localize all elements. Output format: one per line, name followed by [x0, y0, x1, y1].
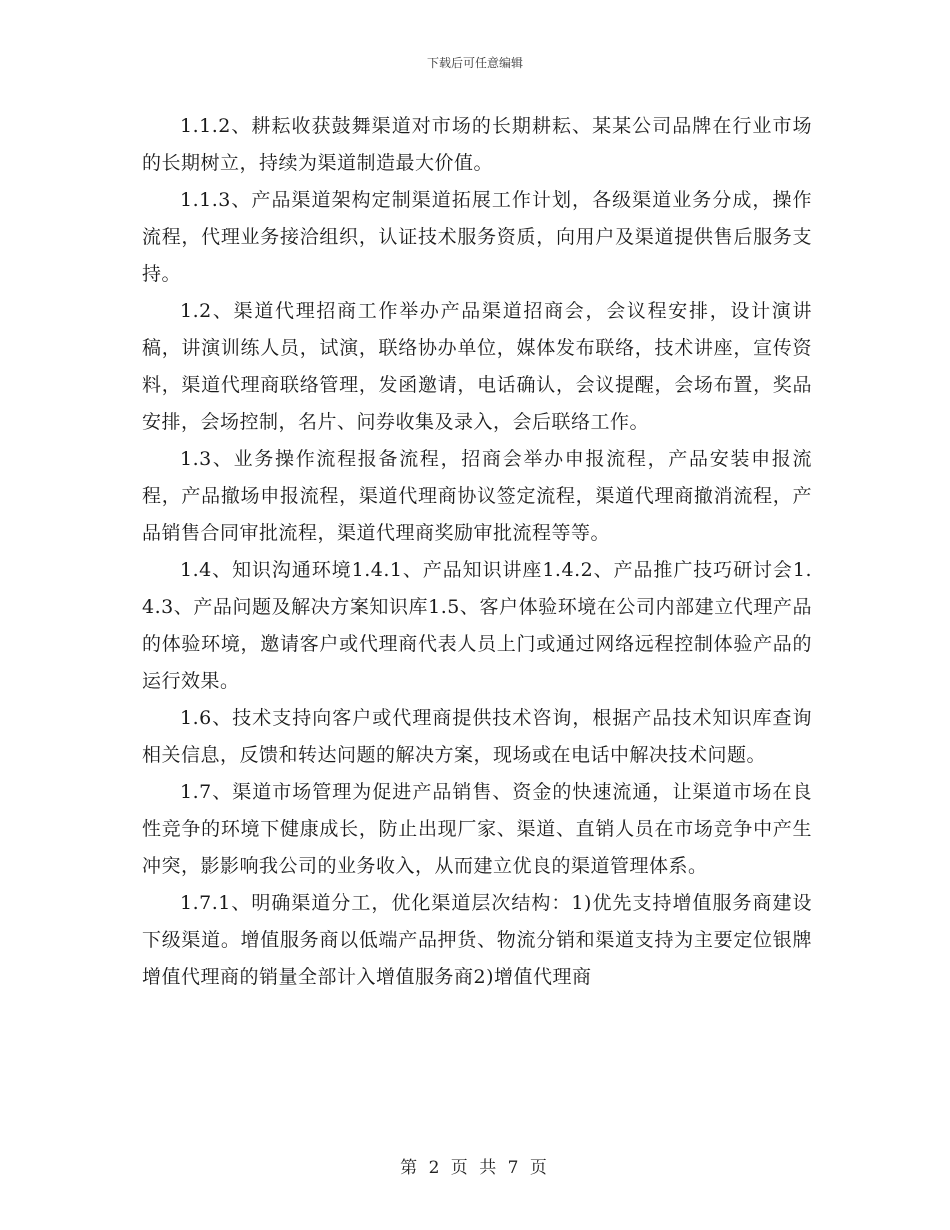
paragraph-1-7-1: 1.7.1、明确渠道分工，优化渠道层次结构：1)优先支持增值服务商建设下级渠道。增值服务商以低端产品押货、物流分销和渠道支持为主要定位银牌增值代理商的销量全部计入增值服务商2)增值代理商: [142, 892, 812, 988]
paragraph-1-7: 1.7、渠道市场管理为促进产品销售、资金的快速流通，让渠道市场在良性竞争的环境下健康成长，防止出现厂家、渠道、直销人员在市场竞争中产生冲突，影影响我公司的业务收入，从而建立优良的渠道管理体系。: [142, 781, 812, 877]
page-number-footer: 第 2 页 共 7 页: [400, 1158, 550, 1178]
paragraph-1-1-2: 1.1.2、耕耘收获鼓舞渠道对市场的长期耕耘、某某公司品牌在行业市场的长期树立，持续为渠道制造最大价值。: [142, 115, 812, 174]
document-body: [142, 108, 812, 996]
paragraph-1-4: 1.4、知识沟通环境1.4.1、产品知识讲座1.4.2、产品推广技巧研讨会1.4.3、产品问题及解决方案知识库1.5、客户体验环境在公司内部建立代理产品的体验环境，邀请客户或代理商代表人员上门或通过网络远程控制体验产品的运行效果。: [142, 559, 812, 692]
paragraph-1-1-3: 1.1.3、产品渠道架构定制渠道拓展工作计划，各级渠道业务分成，操作流程，代理业务接洽组织，认证技术服务资质，向用户及渠道提供售后服务支持。: [142, 189, 812, 285]
paragraph-1-3: 1.3、业务操作流程报备流程，招商会举办申报流程，产品安装申报流程，产品撤场申报流程，渠道代理商协议签定流程，渠道代理商撤消流程，产品销售合同审批流程，渠道代理商奖励审批流程等等。: [142, 448, 812, 544]
paragraph-1-6: 1.6、技术支持向客户或代理商提供技术咨询，根据产品技术知识库查询相关信息，反馈和转达问题的解决方案，现场或在电话中解决技术问题。: [142, 707, 812, 766]
paragraph-1-2: 1.2、渠道代理招商工作举办产品渠道招商会，会议程安排，设计演讲 稿，讲演训练人员，试演，联络协办单位，媒体发布联络，技术讲座，宣传资料，渠道代理商联络管理，发函邀请，电话确认，会议提醒，会场布置，奖品安排，会场控制，名片、问券收集及录入，会后联络工作。: [142, 300, 812, 433]
page-header: 下载后可任意编辑: [426, 56, 523, 70]
